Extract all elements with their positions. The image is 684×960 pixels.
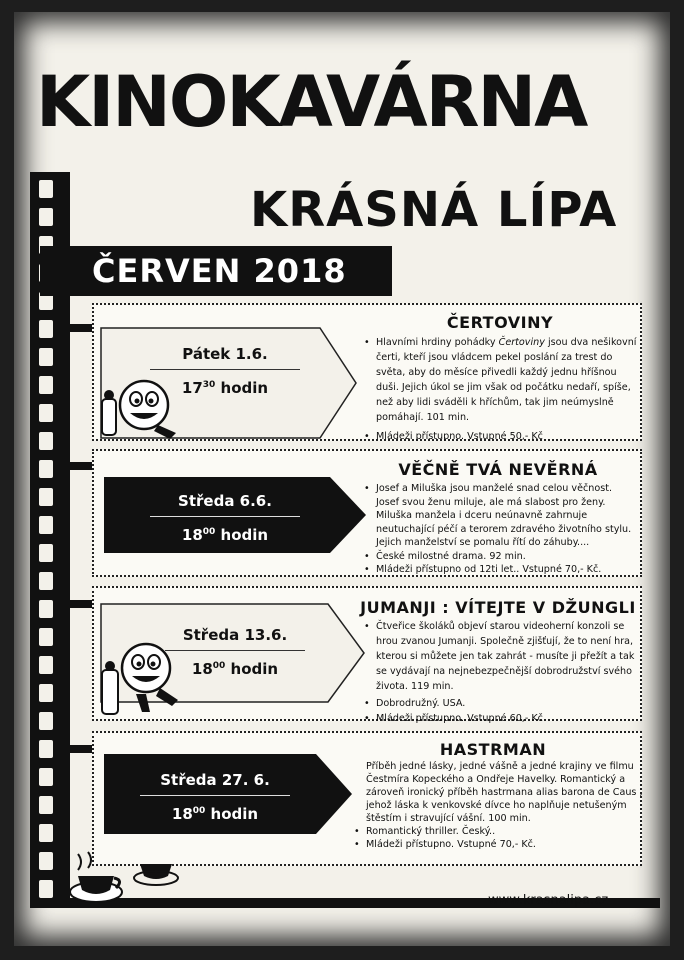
description-item: • Čtveřice školáků objeví starou videoherní konzoli se hrou zvanou Jumanji. Společně zjišťují, že to není hra, kterou si můžete jen tak zahrát - musíte ji přežít a tak se vydávají na nejnebezpečnější dobrodružství svého života. 119 min. [376,619,638,694]
film-frame-bar [62,600,94,608]
movie-description [362,482,638,577]
screening-time: $18^{00}$ hodin [181,526,269,544]
movie-title: JUMANJI : VÍTEJTE V DŽUNGLI [360,598,636,617]
movie-title: ČERTOVINY [446,313,554,332]
description-item: • Mládeži přístupno. Vstupné 70,- Kč. [366,838,644,851]
description-item: • České milostné drama. 92 min. [376,550,638,564]
movie-title: VĚČNĚ TVÁ NEVĚRNÁ [398,460,598,479]
movie-title: HASTRMAN [439,740,547,759]
film-frame-bar [62,745,94,753]
poster-title: KINOKAVÁRNA [36,61,587,143]
description-item: • Mládeži přístupno. Vstupné 60,- Kč [376,711,638,726]
screening-day: Středa 6.6. [178,492,272,510]
description-item: • Mládeži přístupno od 12ti let.. Vstupné 70,- Kč. [376,563,638,577]
description-item: Příběh jedné lásky, jedné vášně a jedné krajiny ve filmu Čestmíra Kopeckého a Ondřeje Havelky. Romantický a zároveň ironický příběh hastrmana alias barona de Caus , jehož láska k venkovské dívce ho naplňuje netušeným štěstím i stravující vášní. 100 min. [366,761,643,824]
description-item: • Mládeži přístupno. Vstupné 50,- Kč [376,429,638,444]
movie-description [362,619,638,726]
description-item: • Dobrodružný. USA. [376,696,638,711]
description-item: • Romantický thriller. Český.. [366,825,644,838]
screening-day: Středa 27. 6. [160,771,270,789]
screening-day: Pátek 1.6. [182,345,268,363]
website-link[interactable]: www.krasnalipa.cz [488,893,609,908]
film-frame-bar [62,462,94,470]
description-item: • Hlavními hrdiny pohádky Čertoviny jsou dva nešikovní čerti, kteří jsou vládcem pekel poslání za trest do světa, aby do měsíce přivedli každý jednu hříšnou duši. Jejich úkol se jim však od počátku nedaří, spíše, než aby lidi sváděli k hříchům, tak jim neúmyslně pomáhají. 101 min. [376,335,638,425]
month-label: ČERVEN 2018 [92,252,347,290]
screening-day: Středa 13.6. [182,626,288,644]
screening-time: $18^{00}$ hodin [191,660,279,678]
coffee-cups-icon [70,850,190,910]
film-frame-bar [62,324,94,332]
screening-time: $18^{00}$ hodin [171,805,259,823]
popcorn-mascot-icon [96,640,182,720]
screening-time: $17^{30}$ hodin [181,379,269,397]
screening-datetime [130,490,320,546]
poster-subtitle: KRÁSNÁ LÍPA [250,182,618,238]
popcorn-mascot-icon [96,375,182,441]
movie-description [362,335,638,444]
screening-datetime [120,769,310,825]
description-item: • Josef a Miluška jsou manželé snad celou věčnost. Josef svou ženu miluje, ale má slabost pro ženy. Miluška manžela i dceru neúnavně zahrnuje neutuchající péčí a terorem zdravého životního stylu. Jejich manželství se pomalu řítí do záhuby.... [376,482,638,550]
movie-description [352,760,644,851]
